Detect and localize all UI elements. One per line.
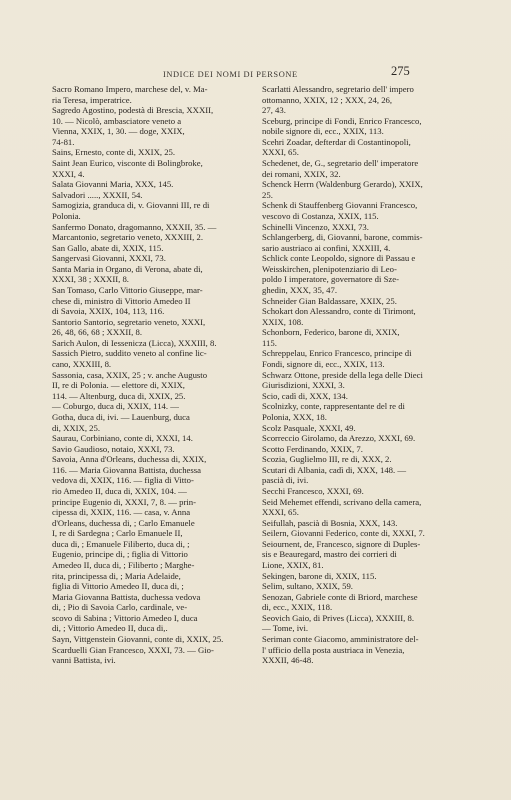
- index-entry-line: Sekingen, barone di, XXIX, 115.: [262, 570, 377, 581]
- index-entry-line: Amedeo II, duca di, ; Filiberto ; Marghe-: [52, 560, 195, 571]
- index-entry-line: XXIX, 108.: [262, 316, 304, 327]
- index-entry-line: Salata Giovanni Maria, XXX, 145.: [52, 179, 174, 190]
- index-entry-line: Polonia, XXX, 18.: [262, 411, 327, 422]
- index-entry: [262, 116, 484, 137]
- index-entry-line: XXXII, 46-48.: [262, 655, 314, 666]
- index-entry-line: Scehri Zoadar, defterdar di Costantinopoli,: [262, 136, 411, 147]
- index-entry-line: Scolnizky, conte, rappresentante del re di: [262, 401, 405, 412]
- index-entry: [52, 253, 264, 264]
- index-entry-line: ghedin, XXX, 35, 47.: [262, 284, 338, 295]
- index-entry-line: sario austriaco ai confini, XXXIII, 4.: [262, 242, 391, 253]
- index-entry-line: sis e Beauregard, mastro dei corrieri di: [262, 549, 397, 560]
- index-entry-line: Eugenio, principe di, ; figlia di Vittorio: [52, 549, 188, 560]
- index-entry-line: Sagredo Agostino, podestà di Brescia, XXXII,: [52, 105, 214, 116]
- index-entry: [262, 592, 484, 613]
- index-entry-line: Maria Giovanna Battista, duchessa vedova: [52, 591, 201, 602]
- index-entry-line: Seilern, Giovanni Federico, conte di, XXXI, 7.: [262, 528, 425, 539]
- index-entry-line: scovo di Sabina ; Vittorio Amedeo I, duca: [52, 612, 198, 623]
- index-entry: [52, 222, 264, 243]
- index-entry-line: 26, 48, 66, 68 ; XXXII, 8.: [52, 327, 143, 338]
- index-entry: [52, 179, 264, 190]
- index-entry-line: Scorreccio Girolamo, da Arezzo, XXXI, 69.: [262, 433, 416, 444]
- index-entry-line: Samogizia, granduca di, v. Giovanni III, re di: [52, 200, 210, 211]
- index-entry-line: Sassich Pietro, suddito veneto al confine lic-: [52, 348, 207, 359]
- index-entry: [52, 243, 264, 254]
- index-entry-line: figlia di Vittorio Amedeo II, duca di, ;: [52, 581, 184, 592]
- index-entry-line: — Tome, ivi.: [262, 623, 309, 634]
- index-entry-line: poldo I imperatore, governatore di Sze-: [262, 274, 400, 285]
- index-entry: [262, 348, 484, 369]
- index-entry: [52, 200, 264, 221]
- index-entry: [262, 401, 484, 422]
- index-entry-line: chese di, ministro di Vittorio Amedeo II: [52, 295, 191, 306]
- index-entry-line: Senozan, Gabriele conte di Briord, marchese: [262, 591, 418, 602]
- index-entry: [262, 581, 484, 592]
- index-entry-line: Marcantonio, segretario veneto, XXXIII, 2.: [52, 232, 204, 243]
- index-entry: [262, 528, 484, 539]
- index-entry-line: Scotto Ferdinando, XXIX, 7.: [262, 443, 363, 454]
- index-entry-line: Schonborn, Federico, barone di, XXIX,: [262, 327, 400, 338]
- index-entry-line: di, ; Pio di Savoia Carlo, cardinale, ve-: [52, 602, 188, 613]
- index-entry-line: Seifullah, pascià di Bosnia, XXX, 143.: [262, 517, 398, 528]
- index-entry: [262, 497, 484, 518]
- index-entry: [52, 105, 264, 147]
- index-entry: [262, 253, 484, 295]
- index-entry-line: San Tomaso, Carlo Vittorio Giuseppe, mar-: [52, 284, 203, 295]
- index-entry-line: vescovo di Costanza, XXIX, 115.: [262, 210, 379, 221]
- index-entry: [262, 84, 484, 116]
- index-entry-line: duca di, ; Emanuele Filiberto, duca di, ;: [52, 538, 190, 549]
- index-entry: [262, 296, 484, 307]
- index-entry-line: Sayn, Vittgenstein Giovanni, conte di, XXIX, 25.: [52, 634, 224, 645]
- index-entry-line: principe Eugenio di, XXXI, 7, 8. — prin-: [52, 496, 197, 507]
- index-entry-line: XXXI, 65.: [262, 147, 299, 158]
- index-entry: [262, 539, 484, 571]
- index-entry: [262, 571, 484, 582]
- index-entry-line: Schreppelau, Enrico Francesco, principe di: [262, 348, 412, 359]
- index-entry: [52, 370, 264, 433]
- index-entry: [262, 613, 484, 634]
- index-entry-line: pascià di, ivi.: [262, 475, 309, 486]
- index-entry: [52, 634, 264, 645]
- index-entry: [52, 285, 264, 317]
- index-entry-line: di, XXIX, 25.: [52, 422, 101, 433]
- index-entry: [262, 391, 484, 402]
- index-entry-line: Fondi, signore di, ecc., XXIX, 113.: [262, 359, 385, 370]
- index-entry-line: dei romani, XXIX, 32.: [262, 168, 341, 179]
- index-entry-line: vanni Battista, ivi.: [52, 655, 116, 666]
- index-entry: [262, 137, 484, 158]
- index-entry: [262, 465, 484, 486]
- index-entry-line: 114. — Altenburg, duca di, XXIX, 25.: [52, 390, 186, 401]
- index-entry-line: 115.: [262, 337, 277, 348]
- index-entry: [262, 433, 484, 444]
- index-entry-line: rio Amedeo II, duca di, XXIX, 104. —: [52, 485, 187, 496]
- index-entry: [262, 158, 484, 179]
- index-entry-line: Sceburg, principe di Fondi, Enrico Francesco,: [262, 115, 422, 126]
- index-entry-line: Scio, cadì di, XXX, 134.: [262, 390, 348, 401]
- page-header: [0, 64, 511, 84]
- index-entry-line: San Gallo, abate di, XXIX, 115.: [52, 242, 164, 253]
- index-entry: [262, 200, 484, 221]
- index-entry-line: Sanfermo Donato, dragomanno, XXXII, 35. —: [52, 221, 217, 232]
- index-entry-line: l' ufficio della posta austriaca in Venezia,: [262, 644, 405, 655]
- index-entry-line: ottomanno, XXIX, 12 ; XXX, 24, 26,: [262, 94, 393, 105]
- index-entry-line: 74-81.: [52, 136, 75, 147]
- index-entry-line: Schinelli Vincenzo, XXXI, 73.: [262, 221, 369, 232]
- index-entry-line: Scozia, Guglielmo III, re di, XXX, 2.: [262, 454, 392, 465]
- index-entry-line: Schokart don Alessandro, conte di Tirimont,: [262, 306, 416, 317]
- index-entry-line: — Coburgo, duca di, XXIX, 114. —: [52, 401, 179, 412]
- index-entry-line: 116. — Maria Giovanna Battista, duchessa: [52, 464, 202, 475]
- index-entry-line: Savoia, Anna d'Orleans, duchessa di, XXIX,: [52, 454, 207, 465]
- index-entry: [262, 327, 484, 348]
- index-entry-line: Weisskirchen, plenipotenziario di Leo-: [262, 263, 397, 274]
- index-entry-line: cipessa di, XXIX, 116. — casa, v. Anna: [52, 507, 191, 518]
- index-entry: [262, 444, 484, 455]
- index-entry-line: Seid Mehemet effendi, scrivano della camera,: [262, 496, 422, 507]
- index-entry: [262, 222, 484, 233]
- index-entry: [52, 317, 264, 338]
- index-entry-line: II, re di Polonia. — elettore di, XXIX,: [52, 380, 185, 391]
- index-entry: [262, 232, 484, 253]
- index-entry-line: Lione, XXIX, 81.: [262, 560, 324, 571]
- index-entry-line: Scutari di Albania, cadì di, XXX, 148. —: [262, 464, 407, 475]
- index-entry: [262, 306, 484, 327]
- index-entry-line: Sarich Aulon, di Iessenicza (Licca), XXXIII, 8.: [52, 337, 217, 348]
- index-entry-line: Sassonia, casa, XXIX, 25 ; v. anche Augusto: [52, 369, 208, 380]
- index-entry-line: Salvadori ....., XXXII, 54.: [52, 189, 143, 200]
- index-entry-line: vedova di, XXIX, 116. — figlia di Vitto-: [52, 475, 194, 486]
- index-entry: [262, 423, 484, 434]
- index-entry-line: Giurisdizioni, XXXI, 3.: [262, 380, 345, 391]
- index-entry-line: Schwarz Ottone, preside della lega delle Dieci: [262, 369, 423, 380]
- index-entry-line: Scarlatti Alessandro, segretario dell' impero: [262, 84, 414, 94]
- index-entry-line: di, ecc., XXIX, 118.: [262, 602, 333, 613]
- index-entry-line: Selim, sultano, XXIX, 59.: [262, 581, 353, 592]
- index-entry-line: Schenck Herrn (Waldenburg Gerardo), XXIX,: [262, 179, 423, 190]
- index-entry-line: Saint Jean Eurico, visconte di Bolingbroke,: [52, 158, 203, 169]
- index-entry-line: Schenk di Stauffenberg Giovanni Francesco,: [262, 200, 418, 211]
- index-column-left: [52, 84, 264, 666]
- index-entry: [52, 147, 264, 158]
- index-entry: [52, 444, 264, 455]
- index-entry-line: Seriman conte Giacomo, amministratore del-: [262, 634, 419, 645]
- index-entry: [52, 338, 264, 349]
- index-entry-line: di Savoia, XXIX, 104, 113, 116.: [52, 306, 165, 317]
- index-entry-line: nobile signore di, ecc., XXIX, 113.: [262, 126, 384, 137]
- index-entry: [52, 433, 264, 444]
- index-entry: [52, 264, 264, 285]
- index-entry-line: Savio Gaudioso, notaio, XXXI, 73.: [52, 443, 175, 454]
- index-entry-line: 25.: [262, 189, 273, 200]
- index-entry-line: Sangervasi Giovanni, XXXI, 73.: [52, 253, 166, 264]
- index-entry-line: Sains, Ernesto, conte di, XXIX, 25.: [52, 147, 176, 158]
- index-entry-line: XXXI, 38 ; XXXII, 8.: [52, 274, 129, 285]
- index-entry-line: 27, 43.: [262, 105, 286, 116]
- index-entry: [262, 518, 484, 529]
- index-entry-line: Secchi Francesco, XXXI, 69.: [262, 485, 364, 496]
- index-entry-line: Schedenet, de, G., segretario dell' imperatore: [262, 158, 419, 169]
- index-entry-line: Schlick conte Leopoldo, signore di Passau e: [262, 253, 416, 264]
- index-entry: [262, 454, 484, 465]
- index-entry: [52, 348, 264, 369]
- index-entry-line: Seiournent, de, Francesco, signore di Duples-: [262, 538, 421, 549]
- index-entry: [262, 179, 484, 200]
- index-entry-line: XXXI, 4.: [52, 168, 85, 179]
- index-entry: [262, 486, 484, 497]
- index-entry-line: Scolz Pasquale, XXXI, 49.: [262, 422, 356, 433]
- index-entry: [52, 454, 264, 634]
- index-entry-line: Saurau, Corbiniano, conte di, XXXI, 14.: [52, 433, 193, 444]
- index-entry-line: rita, principessa di, ; Maria Adelaide,: [52, 570, 181, 581]
- index-entry-line: Schlangerberg, di, Giovanni, barone, commis-: [262, 232, 423, 243]
- index-entry-line: d'Orleans, duchessa di, ; Carlo Emanuele: [52, 517, 195, 528]
- running-title: INDICE DEI NOMI DI PERSONE: [163, 70, 298, 79]
- index-entry: [52, 158, 264, 179]
- index-entry-line: Polonia.: [52, 210, 81, 221]
- page-number: 275: [391, 64, 410, 78]
- index-entry-line: Santorio Santorio, segretario veneto, XXXI,: [52, 316, 206, 327]
- index-entry-line: di, ; Vittorio Amedeo II, duca di,.: [52, 623, 168, 634]
- index-entry: [52, 645, 264, 666]
- index-entry-line: Scarduelli Gian Francesco, XXXI, 73. — Gio-: [52, 644, 214, 655]
- index-column-right: [262, 84, 484, 666]
- index-entry-line: I, re di Sardegna ; Carlo Emanuele II,: [52, 528, 183, 539]
- index-entry-line: Sacro Romano Impero, marchese del, v. Ma-: [52, 84, 208, 94]
- index-entry: [262, 370, 484, 391]
- index-entry-line: cano, XXXIII, 8.: [52, 359, 112, 370]
- index-entry: [52, 190, 264, 201]
- index-entry: [52, 84, 264, 105]
- index-entry-line: Seovich Gaio, di Prives (Licca), XXXIII, 8.: [262, 612, 414, 623]
- index-entry-line: ria Teresa, imperatrice.: [52, 94, 132, 105]
- index-entry-line: XXXI, 65.: [262, 507, 299, 518]
- index-entry-line: 10. — Nicolò, ambasciatore veneto a: [52, 115, 182, 126]
- index-entry-line: Santa Maria in Organo, di Verona, abate di,: [52, 263, 203, 274]
- index-entry-line: Gotha, duca di, ivi. — Lauenburg, duca: [52, 411, 190, 422]
- index-entry: [262, 634, 484, 666]
- index-entry-line: Schneider Gian Baldassare, XXIX, 25.: [262, 295, 397, 306]
- index-entry-line: Vienna, XXIX, 1, 30. — doge, XXIX,: [52, 126, 185, 137]
